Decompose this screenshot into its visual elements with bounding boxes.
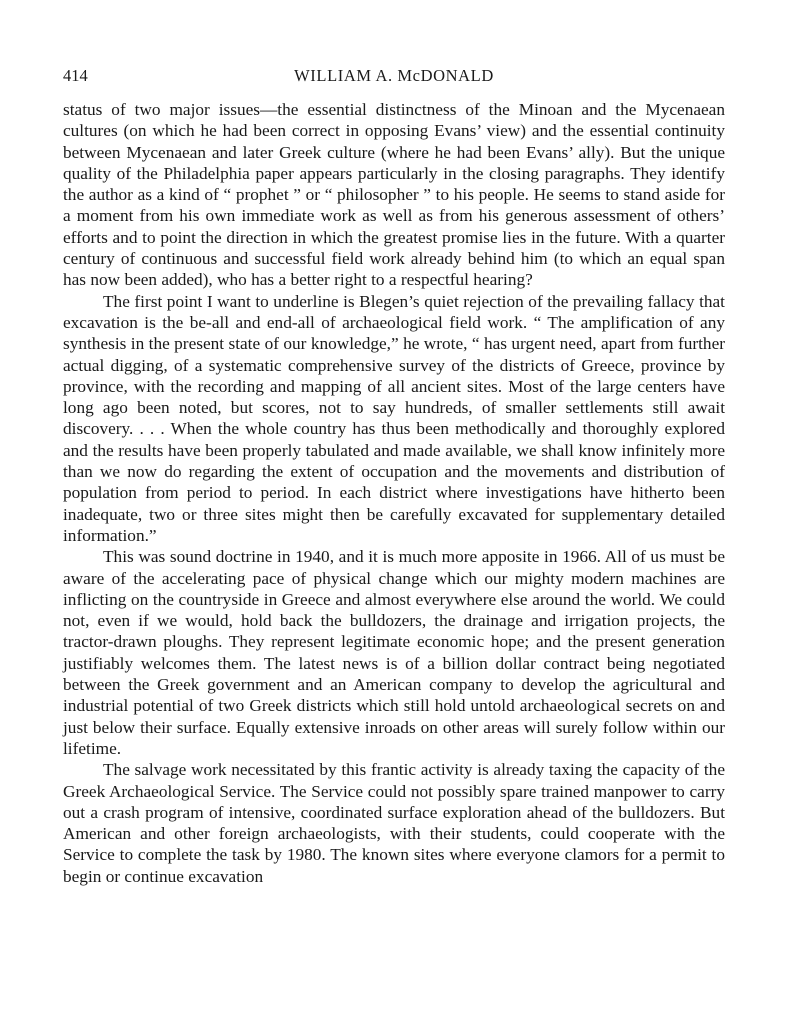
running-head [63,66,725,88]
body-text [63,99,725,887]
paragraph-blegen-survey: The first point I want to underline is Blegen’s quiet rejection of the prevailing fallacy that excavation is the be-all and end-all of archaeological field work. “ The amplification of any synthesis in the present state of our knowledge,” he wrote, “ has urgent need, apart from further actual digging, of a systematic comprehensive survey of the districts of Greece, province by province, with the recording and mapping of all ancient sites. Most of the large centers have long ago been noted, but scores, not to say hundreds, of smaller settlements still await discovery. . . . When the whole country has thus been methodically and thoroughly explored and the results have been properly tabulated and made available, we shall know infinitely more than we now do regarding the extent of occupation and the movements and distribution of population from period to period. In each district where investigations have hitherto been inadequate, two or three sites might then be carefully excavated for supplementary detailed information.” [63,291,725,545]
paragraph-sound-doctrine: This was sound doctrine in 1940, and it is much more apposite in 1966. All of us must be aware of the accelerating pace of physical change which our mighty modern machines are inflicting on the countryside in Greece and almost everywhere else around the world. We could not, even if we would, hold back the bulldozers, the drainage and irrigation projects, the tractor-drawn ploughs. They represent legitimate economic hope; and the present generation justifiably welcomes them. The latest news is of a billion dollar contract being negotiated between the Greek government and an American company to develop the agricultural and industrial potential of two Greek districts which still hold untold archaeological secrets on and just below their surface. Equally extensive inroads on other areas will surely follow within our lifetime. [63,547,725,758]
paragraph-salvage-work: The salvage work necessitated by this frantic activity is already taxing the capacity of the Greek Archaeological Service. The Service could not possibly spare trained manpower to carry out a crash program of intensive, coordinated surface exploration ahead of the bulldozers. But American and other foreign archaeologists, with their students, could cooperate with the Service to complete the task by 1980. The known sites where everyone clamors for a permit to begin or continue excavation [63,760,725,886]
paragraph-continuation: status of two major issues—the essential distinctness of the Minoan and the Mycenaean cultures (on which he had been correct in opposing Evans’ view) and the essential continuity between Mycenaean and later Greek culture (where he had been Evans’ ally). But the unique quality of the Philadelphia paper appears particularly in the closing paragraphs. They identify the author as a kind of “ prophet ” or “ philosopher ” to his people. He seems to stand aside for a moment from his own immediate work as well as from his generous assessment of others’ efforts and to point the direction in which the greatest promise lies in the future. With a quarter century of continuous and successful field work already behind him (to which an equal span has now been added), who has a better right to a respectful hearing? [63,100,725,290]
author-running-head: WILLIAM A. McDONALD [294,66,494,85]
page-number: 414 [63,66,88,85]
